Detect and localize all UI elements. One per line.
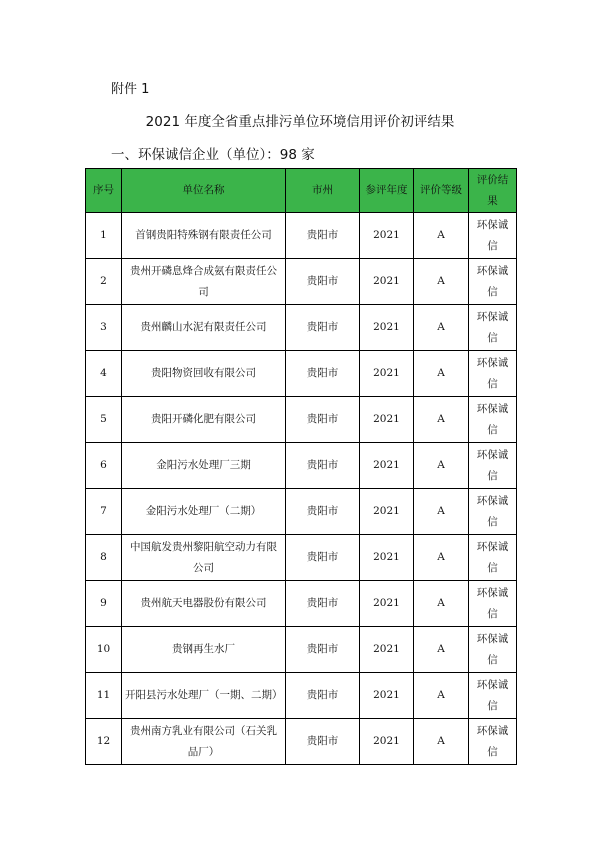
cell-city: 贵阳市	[286, 673, 360, 719]
cell-year: 2021	[360, 581, 414, 627]
cell-unit-name: 金阳污水处理厂三期	[122, 443, 286, 489]
cell-result: 环保诚信	[469, 305, 517, 351]
cell-result: 环保诚信	[469, 443, 517, 489]
cell-unit-name: 中国航发贵州黎阳航空动力有限公司	[122, 535, 286, 581]
table-row	[86, 719, 517, 765]
cell-year: 2021	[360, 535, 414, 581]
cell-grade: A	[414, 213, 469, 259]
cell-city: 贵阳市	[286, 581, 360, 627]
cell-year: 2021	[360, 397, 414, 443]
cell-unit-name: 开阳县污水处理厂（一期、二期）	[122, 673, 286, 719]
cell-year: 2021	[360, 213, 414, 259]
cell-year: 2021	[360, 489, 414, 535]
header-index: 序号	[86, 169, 122, 213]
cell-city: 贵阳市	[286, 305, 360, 351]
cell-index: 4	[86, 351, 122, 397]
cell-unit-name: 首钢贵阳特殊钢有限责任公司	[122, 213, 286, 259]
cell-result: 环保诚信	[469, 627, 517, 673]
cell-grade: A	[414, 259, 469, 305]
cell-unit-name: 金阳污水处理厂（二期）	[122, 489, 286, 535]
cell-unit-name: 贵阳物资回收有限公司	[122, 351, 286, 397]
cell-grade: A	[414, 443, 469, 489]
section-heading: 一、环保诚信企业（单位）：98 家	[111, 147, 315, 163]
cell-result: 环保诚信	[469, 397, 517, 443]
cell-index: 1	[86, 213, 122, 259]
cell-result: 环保诚信	[469, 535, 517, 581]
table-row	[86, 213, 517, 259]
cell-unit-name: 贵州航天电器股份有限公司	[122, 581, 286, 627]
header-grade: 评价等级	[414, 169, 469, 213]
cell-year: 2021	[360, 673, 414, 719]
cell-city: 贵阳市	[286, 489, 360, 535]
cell-city: 贵阳市	[286, 535, 360, 581]
cell-result: 环保诚信	[469, 719, 517, 765]
cell-index: 9	[86, 581, 122, 627]
table-row	[86, 351, 517, 397]
cell-index: 7	[86, 489, 122, 535]
table-row	[86, 673, 517, 719]
cell-year: 2021	[360, 305, 414, 351]
cell-result: 环保诚信	[469, 673, 517, 719]
cell-city: 贵阳市	[286, 627, 360, 673]
cell-result: 环保诚信	[469, 259, 517, 305]
cell-year: 2021	[360, 627, 414, 673]
cell-grade: A	[414, 351, 469, 397]
cell-result: 环保诚信	[469, 581, 517, 627]
cell-unit-name: 贵州开磷息烽合成氨有限责任公司	[122, 259, 286, 305]
cell-unit-name: 贵州麟山水泥有限责任公司	[122, 305, 286, 351]
cell-city: 贵阳市	[286, 351, 360, 397]
cell-city: 贵阳市	[286, 259, 360, 305]
cell-unit-name: 贵州南方乳业有限公司（石关乳品厂）	[122, 719, 286, 765]
table-body	[86, 213, 517, 765]
cell-index: 10	[86, 627, 122, 673]
cell-grade: A	[414, 489, 469, 535]
table-row	[86, 489, 517, 535]
cell-grade: A	[414, 627, 469, 673]
header-year: 参评年度	[360, 169, 414, 213]
header-result: 评价结果	[469, 169, 517, 213]
cell-year: 2021	[360, 351, 414, 397]
document-title: 2021 年度全省重点排污单位环境信用评价初评结果	[145, 114, 455, 130]
table-row	[86, 305, 517, 351]
cell-city: 贵阳市	[286, 213, 360, 259]
cell-grade: A	[414, 673, 469, 719]
cell-index: 8	[86, 535, 122, 581]
cell-unit-name: 贵阳开磷化肥有限公司	[122, 397, 286, 443]
cell-index: 6	[86, 443, 122, 489]
cell-year: 2021	[360, 719, 414, 765]
cell-city: 贵阳市	[286, 397, 360, 443]
cell-result: 环保诚信	[469, 489, 517, 535]
cell-unit-name: 贵钢再生水厂	[122, 627, 286, 673]
cell-result: 环保诚信	[469, 351, 517, 397]
header-city: 市州	[286, 169, 360, 213]
cell-index: 2	[86, 259, 122, 305]
cell-year: 2021	[360, 443, 414, 489]
cell-city: 贵阳市	[286, 443, 360, 489]
attachment-label: 附件 1	[111, 82, 150, 97]
header-unit-name: 单位名称	[122, 169, 286, 213]
cell-grade: A	[414, 719, 469, 765]
cell-index: 11	[86, 673, 122, 719]
table-row	[86, 443, 517, 489]
cell-year: 2021	[360, 259, 414, 305]
cell-index: 12	[86, 719, 122, 765]
cell-city: 贵阳市	[286, 719, 360, 765]
cell-grade: A	[414, 305, 469, 351]
table-row	[86, 581, 517, 627]
cell-index: 3	[86, 305, 122, 351]
table-row	[86, 535, 517, 581]
table-row	[86, 259, 517, 305]
cell-grade: A	[414, 581, 469, 627]
table-row	[86, 397, 517, 443]
table-header-row	[86, 169, 517, 213]
cell-grade: A	[414, 535, 469, 581]
cell-index: 5	[86, 397, 122, 443]
cell-result: 环保诚信	[469, 213, 517, 259]
evaluation-table	[85, 168, 517, 765]
table-row	[86, 627, 517, 673]
cell-grade: A	[414, 397, 469, 443]
